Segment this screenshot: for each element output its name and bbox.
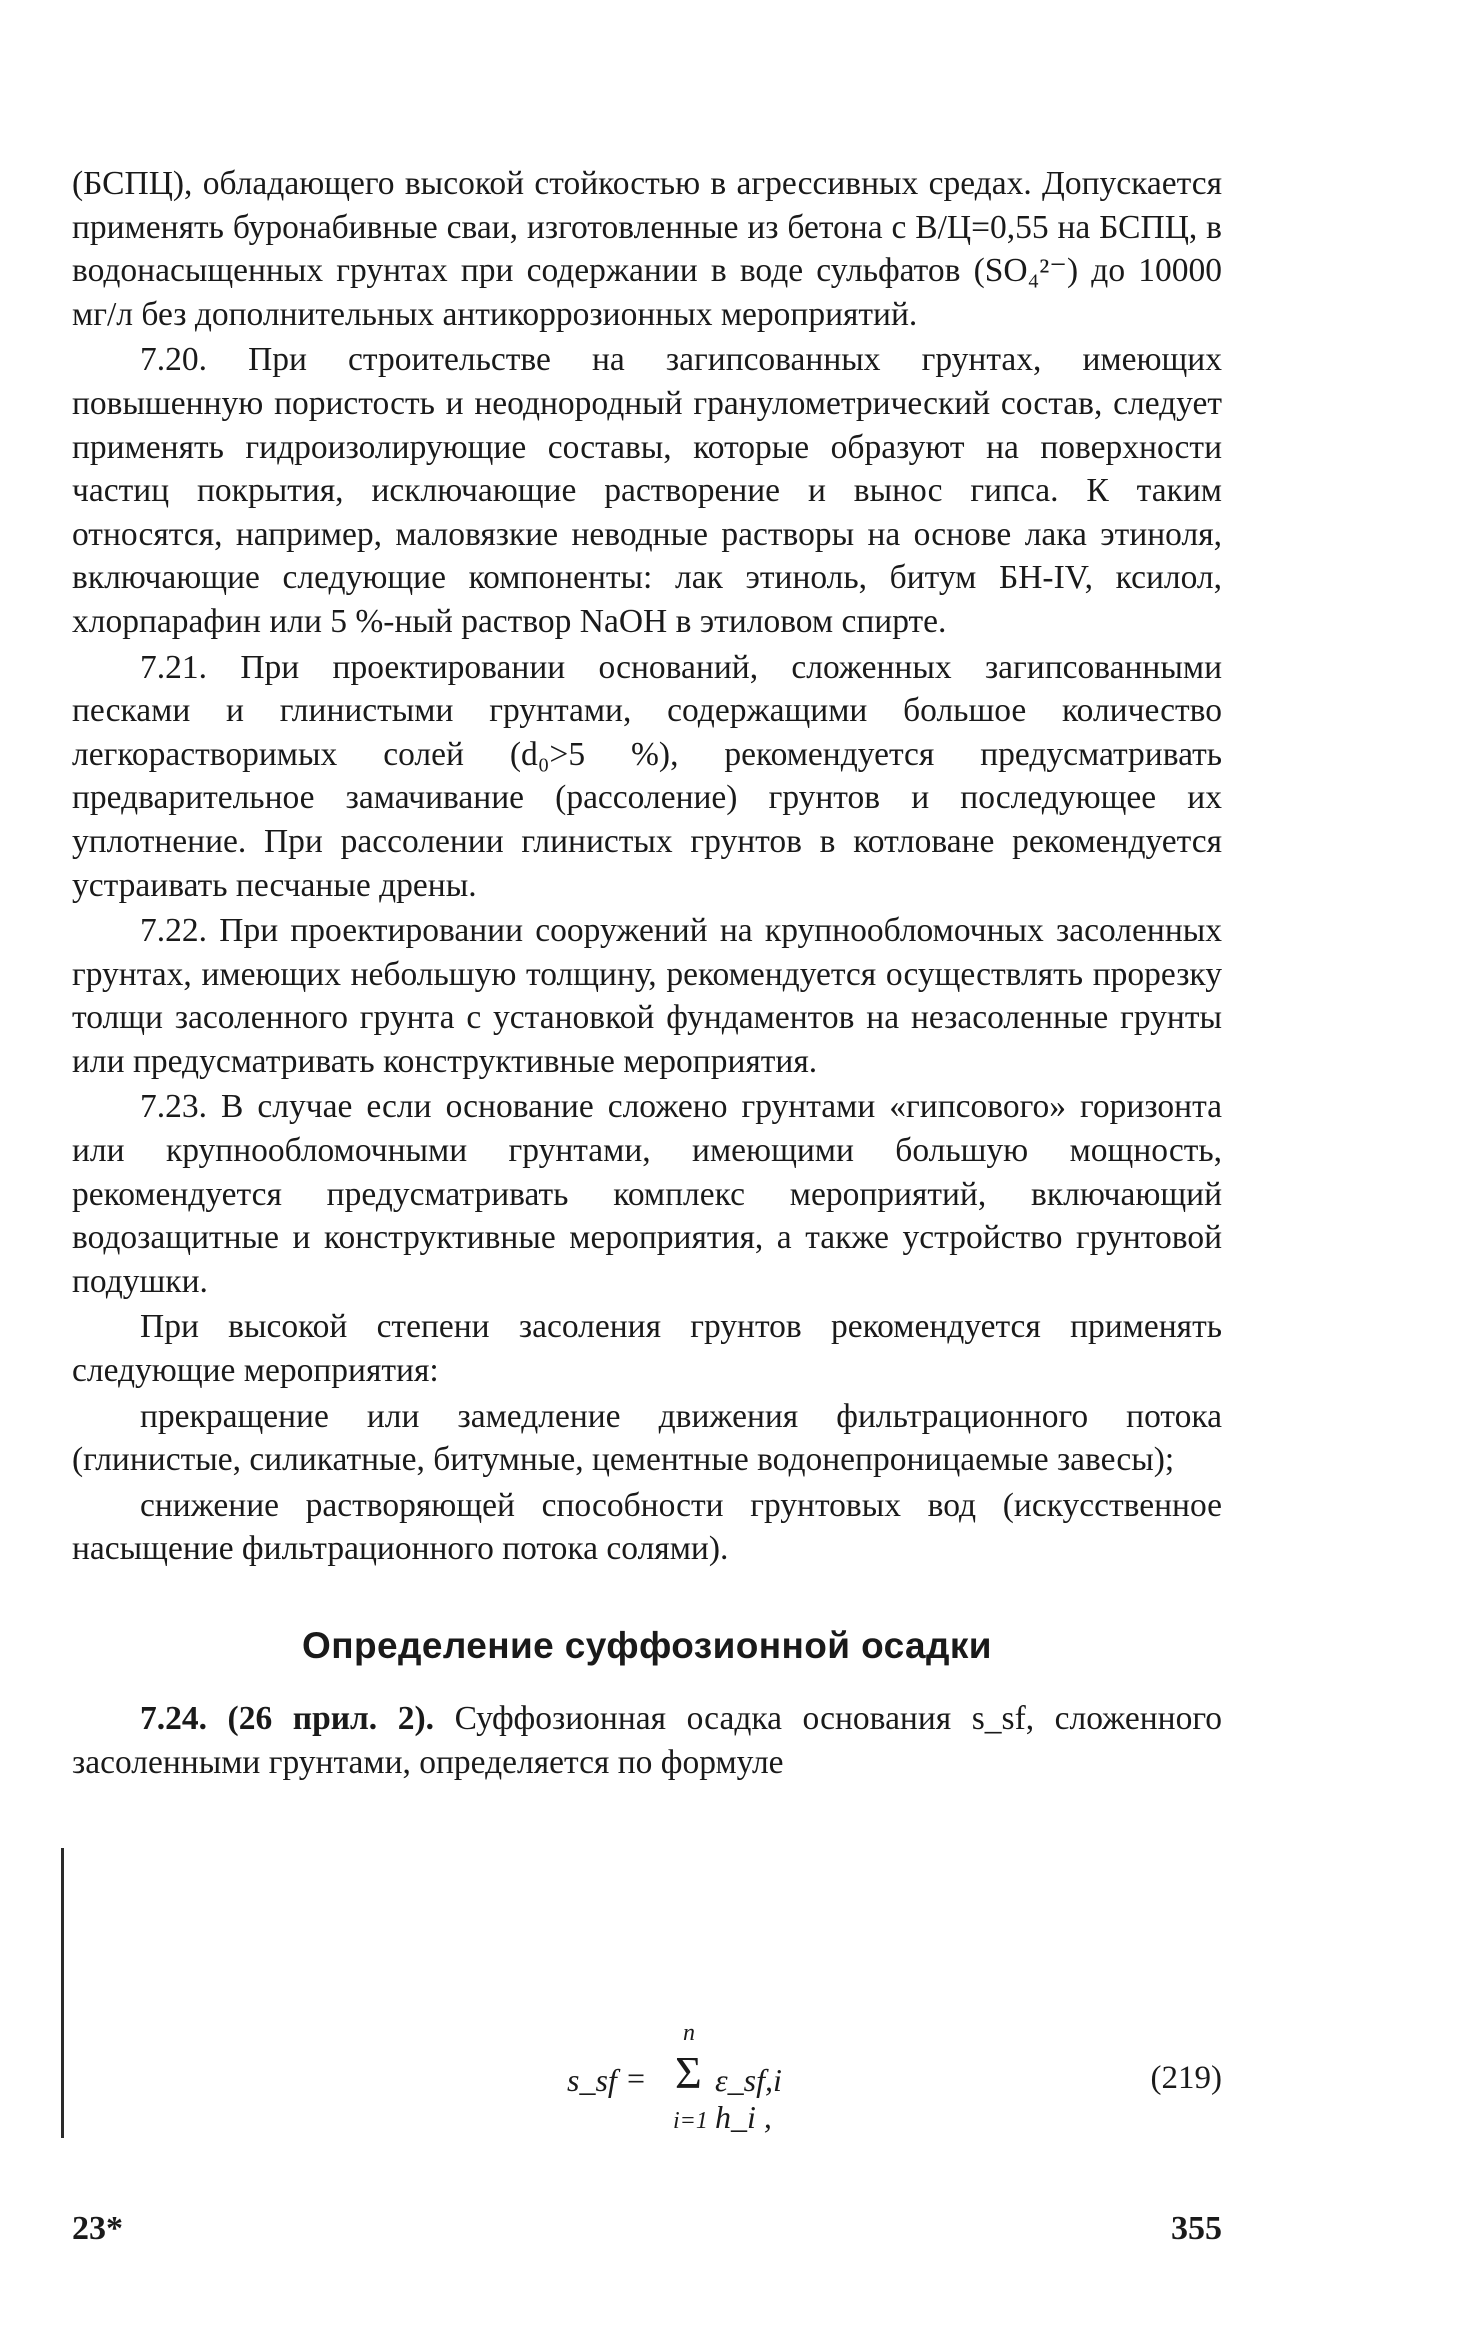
page-footer — [72, 2210, 1222, 2260]
signature-mark: 23* — [72, 2210, 123, 2247]
paragraph-7-22: 7.22. При проектировании сооружений на крупнообломочных засоленных грунтах, имеющих небольшую толщину, рекомендуется осуществлять прорезку толщи засоленного грунта с установкой фундаментов на незасоленные грунты или предусматривать конструктивные мероприятия. — [72, 912, 1222, 1080]
page-number: 355 — [1171, 2210, 1222, 2247]
clause-text: Суффозионная осадка основания s_sf, сложенного засоленными грунтами, определяется по формуле — [72, 1700, 1223, 1781]
list-item-measure-1: прекращение или замедление движения фильтрационного потока (глинистые, силикатные, битумные, цементные водонепроницаемые завесы); — [72, 1397, 1222, 1479]
formula-term: ε_sf,i h_i , — [715, 2062, 782, 2135]
text-column — [72, 162, 1222, 1784]
paragraph-continuation: (БСПЦ), обладающего высокой стойкостью в агрессивных средах. Допускается применять буронабивные сваи, изготовленные из бетона с В/Ц=0,55 на БСПЦ, в водонасыщенных грунтах при содержании в воде сульфатов (SO₄²⁻) до 10000 мг/л без дополнительных антикоррозионных мероприятий. — [72, 165, 1222, 333]
formula-expression — [567, 2020, 827, 2140]
sum-upper-limit: n — [683, 2020, 695, 2046]
paragraph-7-24 — [72, 1697, 1222, 1784]
sum-lower-limit: i=1 — [673, 2108, 708, 2134]
sum-symbol: Σ — [675, 2047, 702, 2098]
equation-number: (219) — [1150, 2060, 1222, 2096]
formula-equals: = — [627, 2060, 646, 2096]
section-heading: Определение суффозионной осадки — [302, 1625, 992, 1666]
formula-219 — [72, 2020, 1222, 2140]
paragraph-7-23: 7.23. В случае если основание сложено грунтами «гипсового» горизонта или крупнообломочными грунтами, имеющими большую мощность, рекомендуется предусматривать комплекс мероприятий, включающий водозащитные и конструктивные мероприятия, а также устройство грунтовой подушки. — [72, 1088, 1222, 1300]
clause-reference: 7.24. (26 прил. 2). — [140, 1700, 435, 1737]
margin-change-bar — [61, 1848, 64, 2138]
formula-lhs: s_sf — [567, 2062, 617, 2098]
paragraph-measures-intro: При высокой степени засоления грунтов рекомендуется применять следующие мероприятия: — [72, 1308, 1222, 1390]
paragraph-7-21: 7.21. При проектировании оснований, сложенных загипсованными песками и глинистыми грунтами, содержащими большое количество легкорастворимых солей (d₀>5 %), рекомендуется предусматривать предварительное замачивание (рассоление) грунтов и последующее их уплотнение. При рассолении глинистых грунтов в котловане рекомендуется устраивать песчаные дрены. — [72, 648, 1222, 904]
list-item-measure-2: снижение растворяющей способности грунтовых вод (искусственное насыщение фильтрационного потока солями). — [72, 1486, 1222, 1568]
paragraph-7-20: 7.20. При строительстве на загипсованных грунтах, имеющих повышенную пористость и неоднородный гранулометрический состав, следует применять гидроизолирующие составы, которые образуют на поверхности частиц покрытия, исключающие растворение и вынос гипса. К таким относятся, например, маловязкие неводные растворы на основе лака этиноля, включающие следующие компоненты: лак этиноль, битум БН-IV, ксилол, хлорпарафин или 5 %-ный раствор NaOH в этиловом спирте. — [72, 341, 1222, 640]
